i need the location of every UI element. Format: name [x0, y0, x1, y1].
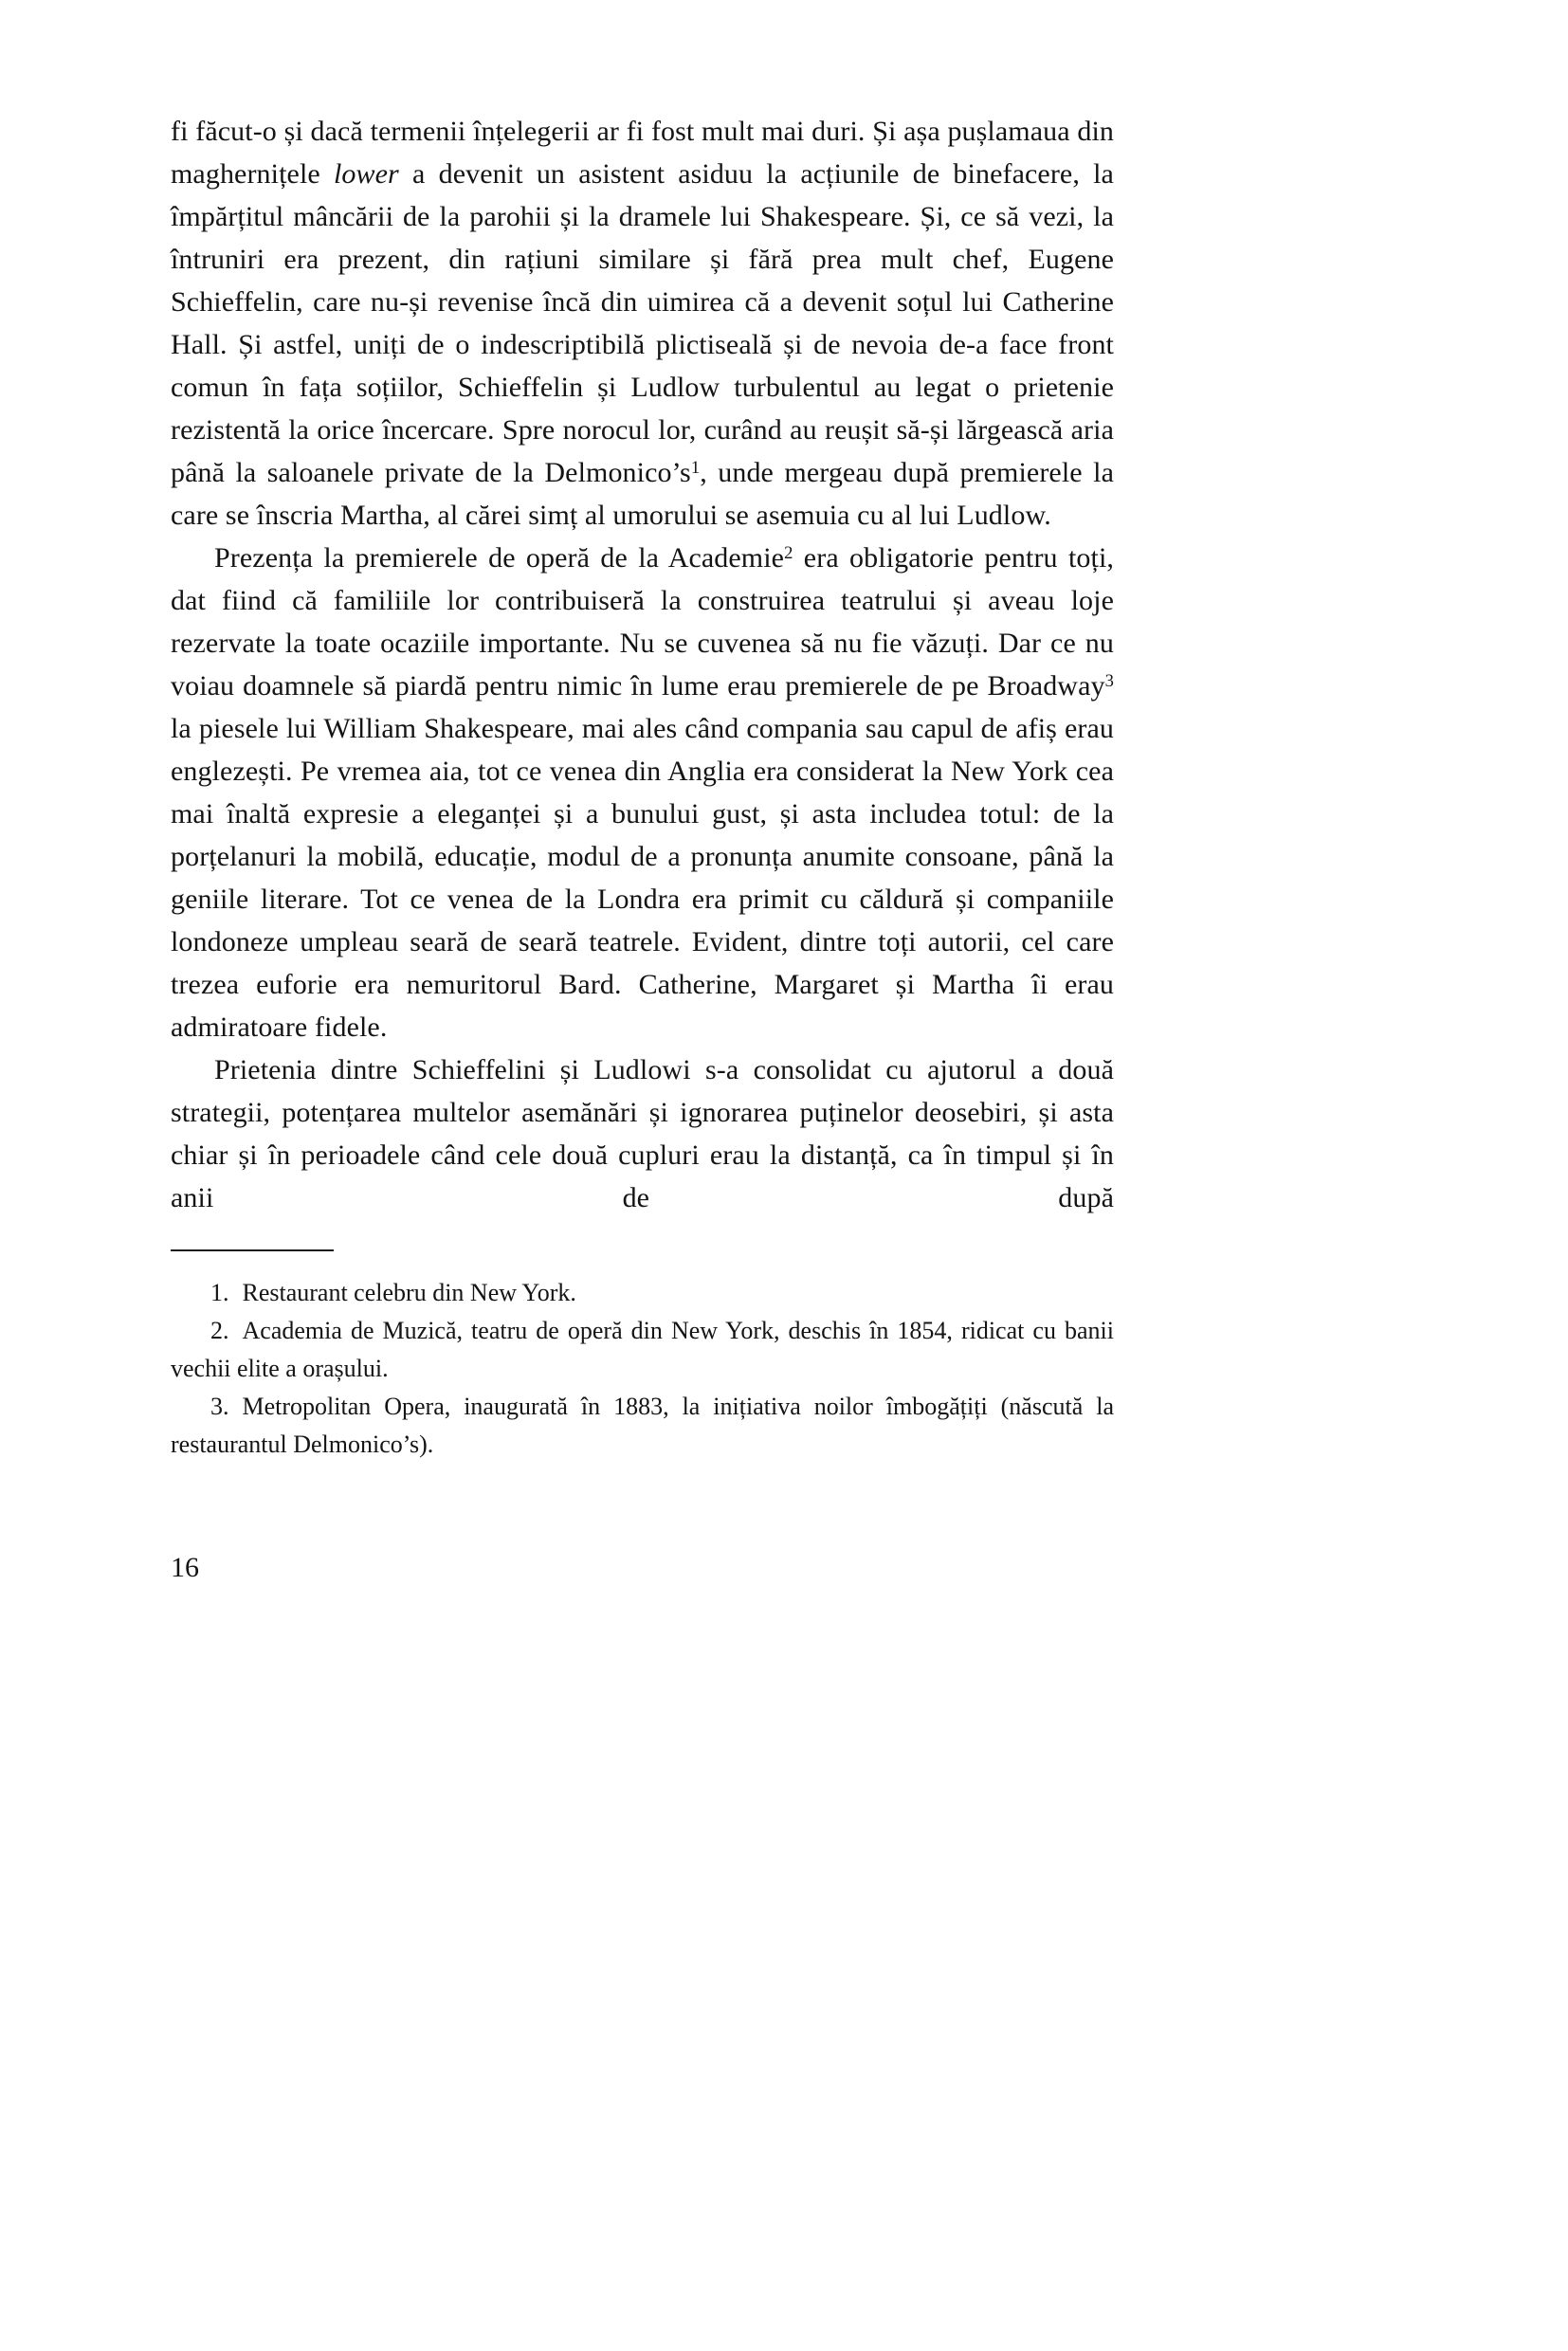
footnote-text: Academia de Muzică, teatru de operă din New York, deschis în 1854, ridicat cu banii vechii elite a orașului. — [171, 1317, 1114, 1382]
body-paragraph — [171, 537, 1114, 1048]
text-run: era obligatorie pentru toți, dat fiind că familiile lor contribuiseră la construirea teatrului și aveau loje rezervate la toate ocaziile importante. Nu se cuvenea să nu fie văzuți. Dar ce nu voiau doamnele să piardă pentru nimic în lume erau premierele de pe Broadway — [171, 542, 1114, 702]
footnote-text: Restaurant celebru din New York. — [242, 1279, 576, 1306]
body-paragraph — [171, 110, 1114, 537]
footnote — [171, 1312, 1114, 1388]
footnotes-section — [171, 1274, 1114, 1464]
body-paragraph — [171, 1048, 1114, 1219]
text-run: a devenit un asistent asiduu la acțiunile de binefacere, la împărțitul mâncării de la parohii și la dramele lui Shakespeare. Și, ce să vezi, la întruniri era prezent, din rațiuni similare și fără prea mult chef, Eugene Schieffelin, care nu-și revenise încă din uimirea că a devenit soțul lui Catherine Hall. Și astfel, uniți de o indescriptibilă plictiseală și de nevoia de-a face front comun în fața soțiilor, Schieffelin și Ludlow turbulentul au legat o prietenie rezistentă la orice încercare. Spre norocul lor, curând au reușit să-și lărgească aria până la saloanele private de la Delmonico’s — [171, 158, 1114, 488]
text-run: fi făcut-o și dacă termenii înțelegerii ar fi fost mult mai duri. Și așa pușlamaua din maghernițele — [171, 116, 1114, 190]
italic-text: lower — [333, 158, 399, 190]
footnote-reference: 1 — [690, 458, 701, 479]
footnote-separator-rule — [171, 1249, 334, 1251]
text-run: Prietenia dintre Schieffelini și Ludlowi s-a consolidat cu ajutorul a două strategii, potențarea multelor asemănări și ignorarea puținelor deosebiri, și asta chiar și în perioadele când cele două cupluri erau la distanță, ca în timpul și în anii de după — [171, 1054, 1114, 1213]
footnote-reference: 2 — [784, 543, 793, 564]
footnote — [171, 1274, 1114, 1312]
text-run: la piesele lui William Shakespeare, mai ales când compania sau capul de afiș erau englezești. Pe vremea aia, tot ce venea din Anglia era considerat la New York cea mai înaltă expresie a eleganței și a bunului gust, și asta includea totul: de la porțelanuri la mobilă, educație, modul de a pronunța anumite consoane, până la geniile literare. Tot ce venea de la Londra era primit cu căldură și companiile londoneze umpleau seară de seară teatrele. Evident, dintre toți autorii, cel care trezea euforie era nemuritorul Bard. Catherine, Margaret și Martha îi erau admiratoare fidele. — [171, 713, 1114, 1043]
footnote — [171, 1388, 1114, 1464]
page-number: 16 — [171, 1552, 199, 1583]
text-block — [171, 110, 1114, 1585]
body-text — [171, 110, 1114, 1219]
footnote-number: 2. — [210, 1317, 229, 1344]
footnote-number: 3. — [210, 1393, 229, 1420]
text-run: , unde mergeau după premierele la care se înscria Martha, al cărei simț al umorului se asemuia cu al lui Ludlow. — [171, 457, 1114, 531]
text-run: Prezența la premierele de operă de la Academie — [214, 542, 785, 574]
footnote-text: Metropolitan Opera, inaugurată în 1883, la inițiativa noilor îmbogățiți (născută la restaurantul Delmonico’s). — [171, 1393, 1114, 1458]
footnote-reference: 3 — [1104, 671, 1114, 692]
footnote-number: 1. — [210, 1279, 229, 1306]
